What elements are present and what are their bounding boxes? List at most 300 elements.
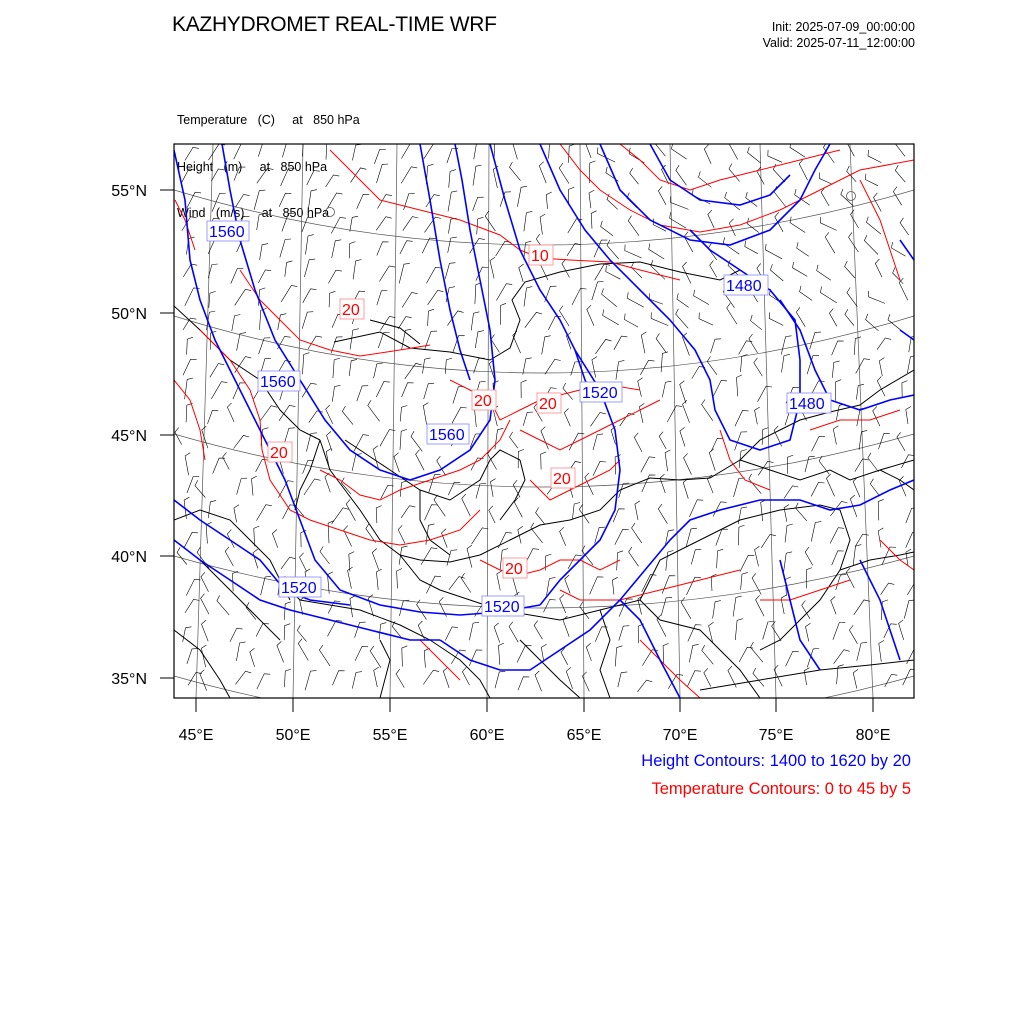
wind-barb (376, 217, 392, 231)
wind-barb (683, 400, 690, 423)
wind-barb (853, 545, 861, 566)
wind-barb (691, 549, 701, 564)
wind-barb (735, 411, 749, 427)
wind-barb (449, 577, 465, 590)
wind-barb (524, 287, 532, 307)
wind-barb (186, 579, 200, 595)
wind-barb (641, 457, 655, 473)
wind-barb (187, 476, 199, 493)
wind-barb (185, 378, 193, 399)
height-label: 1520 (484, 599, 520, 616)
wind-barb (257, 505, 272, 521)
height-contours (174, 144, 914, 698)
wind-barb (785, 524, 793, 542)
wind-barb (628, 216, 639, 236)
wind-barb (661, 352, 668, 372)
wind-barb (425, 331, 437, 349)
wind-barb (659, 432, 666, 449)
wind-barb (864, 235, 878, 254)
wind-barb (761, 500, 766, 521)
wind-barb (534, 621, 542, 640)
wind-barb (355, 622, 366, 638)
wind-barb (254, 526, 259, 546)
wind-barb (235, 289, 252, 305)
height-label: 1520 (281, 580, 317, 597)
height-label: 1560 (429, 427, 465, 444)
wind-barb (784, 486, 798, 499)
wind-barb (513, 331, 521, 353)
wind-barb (473, 165, 482, 186)
wind-barb (201, 594, 209, 614)
wind-barb (350, 329, 359, 350)
lat-label: 50°N (111, 306, 147, 323)
wind-barb (565, 575, 571, 594)
wind-barb (585, 473, 594, 495)
wind-barb (615, 646, 622, 667)
wind-barb (232, 315, 241, 332)
wind-barb (234, 143, 248, 160)
wind-barb (210, 364, 224, 378)
wind-barb (200, 670, 207, 691)
wind-barb (461, 573, 471, 592)
wind-barb (711, 339, 722, 353)
wind-barb (230, 628, 243, 641)
wind-barb (474, 140, 483, 159)
wind-barb (806, 568, 812, 589)
wind-barb (376, 506, 382, 523)
wind-barb (396, 669, 404, 687)
wind-barb (423, 670, 439, 684)
wind-barb (477, 217, 484, 234)
wind-barb (282, 141, 293, 158)
wind-barb (445, 627, 458, 641)
wind-barb (811, 482, 824, 496)
wind-barb (234, 435, 250, 448)
height-label: 1560 (209, 224, 245, 241)
wind-barb (237, 478, 248, 495)
wind-barb (279, 405, 295, 421)
wind-barb (702, 400, 713, 421)
temperature-label: 20 (539, 396, 557, 413)
wind-barb (428, 309, 435, 326)
wind-barb (523, 358, 532, 375)
wind-barb (495, 428, 504, 449)
lon-label: 55°E (372, 727, 408, 744)
init-time: Init: 2025-07-09_00:00:00 (771, 20, 915, 34)
wind-barb (235, 671, 251, 684)
wind-barb (713, 601, 721, 619)
wind-barb (234, 505, 239, 523)
wind-barb (708, 210, 714, 228)
wind-barb (501, 303, 507, 325)
wind-barb (733, 596, 742, 616)
wind-barb (811, 522, 821, 542)
wind-barb (473, 197, 484, 211)
lon-label: 65°E (566, 727, 602, 744)
wind-barb (201, 572, 209, 592)
wind-barb (642, 475, 656, 492)
wind-barb (573, 503, 581, 519)
wind-barb (308, 190, 317, 209)
wind-barb (710, 261, 717, 278)
wind-barb (183, 264, 197, 277)
temperature-label: 10 (531, 248, 549, 265)
wind-barb (879, 641, 884, 662)
wind-barb (739, 525, 745, 545)
height-label: 1480 (726, 278, 762, 295)
wind-barb (349, 242, 355, 259)
wind-barb (469, 622, 479, 640)
wind-barb (749, 334, 758, 353)
wind-barb (739, 647, 753, 662)
wind-barb (535, 671, 542, 691)
wind-barb (817, 265, 831, 281)
wind-barb (590, 577, 604, 595)
wind-barb (183, 359, 197, 375)
temperature-contours (174, 144, 914, 698)
wind-barb (285, 261, 293, 277)
wind-barb (563, 383, 573, 400)
wind-barb (185, 147, 199, 160)
wind-barb (401, 167, 417, 184)
wind-barb (521, 380, 527, 398)
wind-barb (756, 595, 765, 616)
marker-circle (326, 208, 335, 217)
wind-barb (377, 164, 389, 183)
wind-barb (661, 597, 672, 615)
wind-barb (723, 237, 739, 254)
field-wind: Wind (m/s) at 850 hPa (177, 206, 330, 220)
wind-barb (499, 643, 504, 665)
wind-barb (411, 431, 422, 451)
wind-barb (302, 312, 313, 329)
wind-barb (426, 195, 440, 208)
wind-barb (402, 646, 408, 667)
wind-barb (187, 337, 193, 354)
wind-barb (496, 241, 511, 256)
wind-barb (900, 218, 909, 235)
wind-barb (510, 162, 521, 181)
wind-barb (902, 381, 908, 398)
wind-barb (831, 597, 836, 615)
wind-barb (332, 508, 349, 524)
wind-barb (398, 525, 405, 543)
wind-barb (881, 600, 888, 620)
wind-barb (704, 145, 711, 164)
wind-barb (836, 380, 842, 401)
wind-barb (512, 139, 517, 160)
height-label: 1480 (789, 396, 825, 413)
wind-barb (619, 626, 630, 641)
wind-barb (893, 268, 904, 284)
wind-barb (272, 530, 277, 548)
wind-barb (485, 211, 495, 231)
wind-barb (185, 453, 190, 475)
wind-barb (629, 148, 644, 163)
wind-barb (257, 168, 274, 183)
wind-barb (881, 583, 895, 595)
wind-barb (676, 165, 687, 185)
wind-barb (878, 528, 883, 548)
wind-barb (472, 528, 489, 544)
wind-barb (582, 672, 589, 692)
wind-barb (257, 674, 270, 689)
wind-barb (372, 549, 378, 570)
wind-barb (629, 547, 639, 566)
wind-barb (187, 649, 198, 664)
wind-barb (805, 547, 813, 565)
wind-barb (195, 480, 205, 497)
height-label: 1520 (582, 385, 618, 402)
wind-barb (462, 494, 471, 516)
wind-barb (635, 501, 640, 520)
wind-barb (331, 217, 346, 233)
wind-barb (793, 262, 808, 277)
wind-barb (804, 668, 809, 686)
wind-barb (437, 456, 446, 476)
wind-barb (428, 290, 444, 305)
wind-barb (741, 572, 748, 589)
temperature-contour-legend: Temperature Contours: 0 to 45 by 5 (651, 780, 911, 798)
wind-barb (236, 642, 245, 661)
wind-barb (494, 623, 500, 643)
wind-barb (899, 620, 904, 640)
wind-barb (642, 575, 657, 592)
wind-barb (525, 312, 542, 327)
wind-barb (260, 244, 268, 260)
wind-barb (602, 289, 617, 307)
wind-barb (566, 667, 572, 688)
wind-barb (802, 601, 810, 619)
wind-barb (619, 483, 630, 498)
wind-barb (589, 190, 594, 208)
wind-barb (713, 380, 727, 396)
wind-barb (897, 432, 905, 451)
wind-barb (658, 504, 667, 524)
wind-barb (233, 571, 239, 591)
wind-barb (281, 286, 297, 302)
wind-barb (662, 381, 671, 397)
wind-barb (856, 359, 870, 374)
wind-barb (867, 217, 882, 234)
wind-barb (519, 264, 524, 282)
wind-barb (491, 479, 496, 497)
wind-barb (400, 429, 407, 450)
wind-barb (738, 507, 747, 524)
lat-label: 35°N (111, 671, 147, 688)
wind-barb (592, 282, 604, 301)
wind-barb (332, 385, 340, 401)
wind-barb (807, 649, 819, 668)
wind-barb (870, 479, 879, 496)
wind-barb (448, 191, 457, 212)
wind-barb (544, 599, 556, 612)
wind-barb (208, 264, 218, 278)
wind-barb (227, 403, 234, 422)
wind-barb (327, 193, 342, 209)
wind-barb (895, 138, 905, 157)
wind-barb (545, 554, 551, 571)
wind-barb (820, 217, 836, 231)
wind-barb (784, 505, 789, 522)
wind-barb (846, 568, 854, 588)
wind-barb (660, 474, 665, 493)
wind-barb (875, 259, 882, 277)
field-height: Height (m) at 850 hPa (177, 159, 328, 174)
wind-barb (680, 381, 686, 404)
wind-barb (893, 187, 901, 206)
wind-barb (707, 356, 717, 374)
wind-barb (471, 458, 484, 471)
wind-barb (739, 450, 747, 469)
temperature-label: 20 (553, 471, 571, 488)
wind-barb (702, 645, 714, 664)
wind-barb (620, 413, 635, 426)
wind-barb (234, 167, 245, 181)
wind-barb (630, 168, 639, 184)
wind-barb (592, 357, 597, 378)
wind-barb (319, 645, 330, 666)
wind-barb (252, 476, 257, 495)
wind-barb (355, 646, 368, 661)
wind-barb (467, 545, 472, 568)
wind-barb (374, 667, 379, 687)
wind-barb (333, 671, 345, 686)
wind-barb (400, 406, 407, 422)
temperature-label: 20 (505, 561, 523, 578)
wind-barb (376, 569, 381, 590)
wind-barb (658, 186, 666, 205)
wind-barb (655, 139, 665, 157)
wind-barb (399, 263, 410, 283)
wind-barb (587, 305, 594, 326)
wind-barb (849, 625, 857, 644)
wind-barb (634, 433, 642, 452)
wind-barb (281, 168, 295, 186)
wind-barb (829, 309, 836, 327)
wind-barb (349, 552, 354, 572)
wind-barb (352, 672, 362, 689)
wind-barb (523, 412, 533, 426)
wind-barb (772, 621, 782, 641)
wind-barb (284, 624, 290, 640)
wind-barb (641, 332, 646, 353)
wind-barb (832, 361, 839, 378)
wind-barb (328, 521, 334, 543)
wind-barb (735, 619, 743, 640)
wind-barb (304, 479, 321, 495)
wind-barb (225, 547, 233, 566)
wind-barb (848, 139, 855, 156)
wind-barb (868, 150, 881, 163)
wind-barb (580, 602, 589, 619)
wind-barb (704, 668, 711, 686)
wind-barb (398, 317, 412, 329)
wind-barb (684, 232, 693, 252)
wind-barb (819, 173, 832, 185)
wind-barb (536, 508, 545, 524)
axis-ticks (160, 190, 873, 712)
wind-barb (906, 407, 911, 424)
wind-barb (370, 646, 381, 668)
wind-barb (453, 387, 464, 404)
wind-barb (909, 336, 917, 352)
wind-barb (250, 648, 255, 667)
wind-barb (786, 651, 799, 666)
wind-barb (885, 674, 898, 687)
wind-barb (676, 309, 689, 329)
wind-barb (765, 244, 782, 259)
wind-barb (877, 376, 885, 396)
wind-barb (490, 257, 495, 278)
wind-barb (351, 168, 367, 183)
lat-label: 45°N (111, 428, 147, 445)
wind-barb (836, 575, 847, 590)
wind-barb (342, 406, 353, 425)
height-contour-legend: Height Contours: 1400 to 1620 by 20 (641, 752, 911, 770)
wind-barb (627, 292, 643, 307)
wind-barb (377, 291, 388, 306)
wind-barb (379, 266, 395, 282)
wind-barb (564, 409, 570, 427)
wind-barb (443, 667, 449, 688)
wind-barb (350, 216, 358, 231)
wind-barb (304, 259, 315, 277)
wind-barb (727, 303, 737, 324)
wind-barb (806, 623, 811, 641)
wind-barb (748, 147, 761, 163)
wind-barb (421, 548, 437, 565)
wind-barb (830, 528, 844, 544)
wind-barb (177, 547, 187, 564)
wind-barb (680, 427, 685, 446)
wind-barb (758, 386, 773, 402)
lon-label: 45°E (178, 727, 214, 744)
wind-barb (907, 356, 916, 374)
wind-barb (425, 505, 438, 521)
wind-barb (770, 264, 783, 281)
field-temperature: Temperature (C) at 850 hPa (177, 113, 360, 127)
wind-barb (514, 497, 522, 517)
wind-barb (402, 293, 418, 308)
wind-barb (799, 159, 807, 180)
wind-barb (603, 310, 619, 325)
wind-barb (357, 194, 370, 209)
wind-barb (800, 286, 813, 301)
wind-barb (663, 643, 669, 664)
wind-barb (510, 432, 518, 448)
wind-barb (854, 337, 861, 355)
wind-barb (787, 455, 793, 474)
wind-barb (868, 453, 879, 472)
wind-barb (734, 478, 745, 497)
wind-barb (284, 669, 291, 687)
wind-barb (797, 242, 809, 256)
wind-barb (489, 506, 495, 523)
wind-barb (751, 642, 763, 662)
wind-barb (448, 218, 456, 234)
wind-barb (737, 375, 742, 396)
temperature-label: 20 (342, 302, 360, 319)
wind-barb (754, 358, 763, 376)
wind-barb (539, 162, 546, 183)
wind-barb (423, 403, 428, 425)
wind-barb (184, 532, 198, 547)
wind-barb (280, 239, 291, 258)
wind-barb (445, 358, 452, 374)
wind-barb (729, 219, 735, 236)
wind-barb (545, 359, 561, 374)
